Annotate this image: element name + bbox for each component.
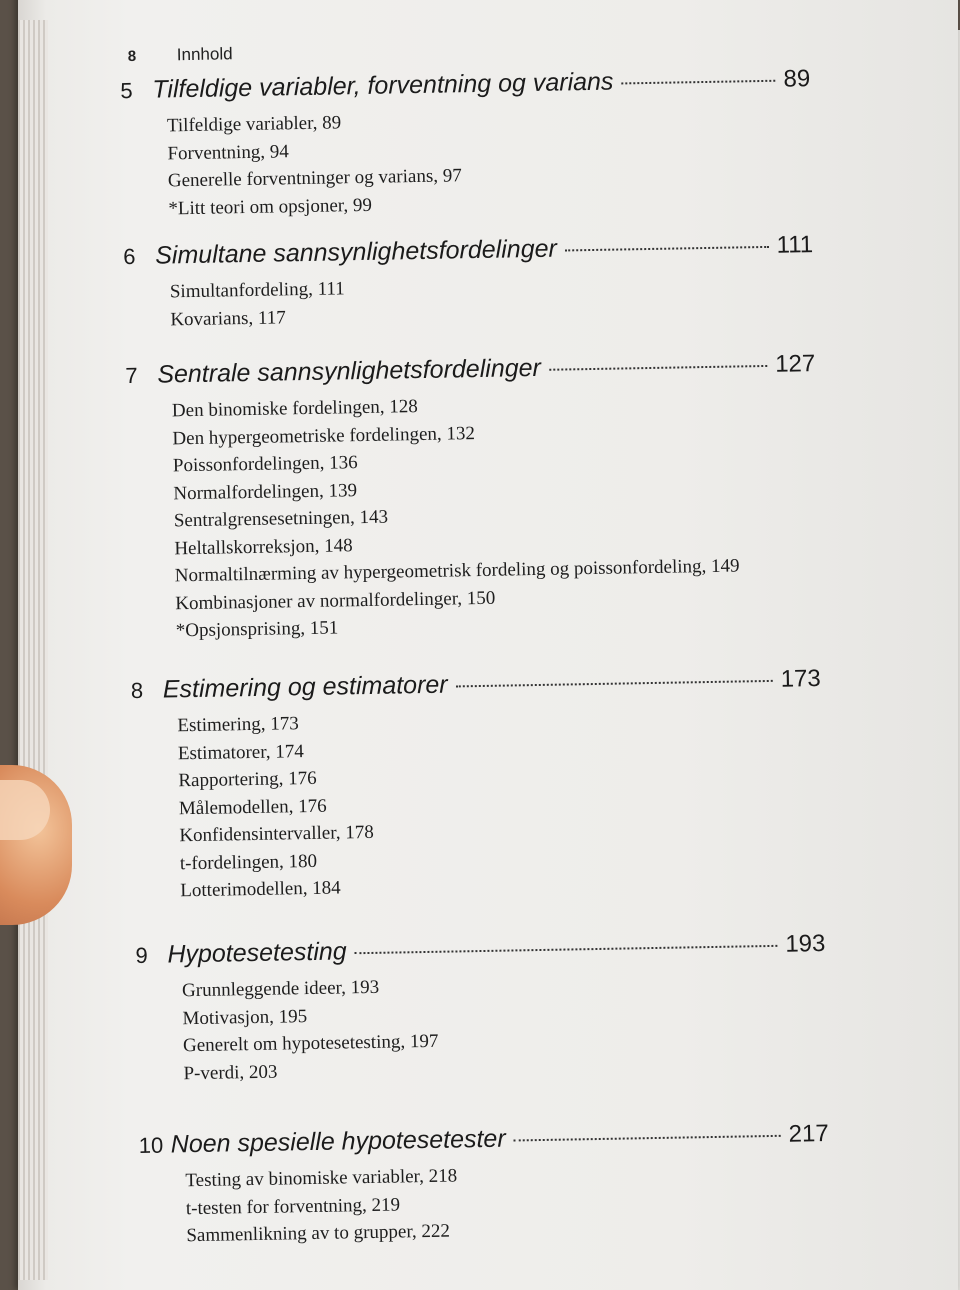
- chapter-7: [0, 347, 955, 642]
- chapter-number: 8: [130, 677, 144, 704]
- section-list: [185, 1165, 458, 1252]
- section-entry: Målemodellen, 176: [178, 795, 327, 819]
- dot-leader: [565, 246, 769, 252]
- chapter-heading: [135, 929, 825, 975]
- chapter-heading: [120, 64, 810, 110]
- chapter-6: [0, 228, 953, 330]
- chapter-title: Tilfeldige variabler, forventning og varians: [152, 67, 614, 104]
- section-list: [182, 976, 439, 1090]
- section-entry: P-verdi, 203: [183, 1061, 278, 1084]
- section-entry: Motivasjon, 195: [182, 1005, 308, 1029]
- dot-leader: [355, 945, 778, 954]
- chapter-number: 5: [120, 77, 133, 104]
- dot-leader: [549, 365, 767, 371]
- section-list: [172, 390, 741, 647]
- section-entry: Normaltilnærming av hypergeometrisk fordeling og poissonfordeling, 149: [174, 555, 740, 587]
- section-entry: Tilfeldige variabler, 89: [166, 112, 342, 137]
- chapter-page: 111: [776, 231, 814, 259]
- section-entry: *Litt teori om opsjoner, 99: [168, 194, 373, 219]
- chapter-number: 10: [138, 1132, 164, 1159]
- section-entry: Poissonfordelingen, 136: [172, 452, 358, 477]
- section-entry: Grunnleggende ideer, 193: [181, 976, 380, 1002]
- section-entry: t-testen for forventning, 219: [185, 1193, 401, 1219]
- section-entry: Rapportering, 176: [178, 767, 317, 792]
- chapter-number: 7: [125, 362, 138, 389]
- dot-leader: [456, 680, 773, 688]
- dot-leader: [621, 80, 775, 85]
- section-entry: Konfidensintervaller, 178: [179, 821, 374, 847]
- section-entry: Kombinasjoner av normalfordelinger, 150: [175, 587, 496, 614]
- section-entry: *Opsjonsprising, 151: [175, 617, 339, 642]
- section-entry: Heltallskorreksjon, 148: [174, 534, 353, 559]
- chapter-title: Estimering og estimatorer: [162, 670, 448, 704]
- running-title: Innhold: [176, 44, 233, 65]
- chapter-title: Noen spesielle hypotesetester: [170, 1124, 506, 1159]
- section-entry: Generelle forventninger og varians, 97: [167, 165, 462, 192]
- chapter-10: [9, 1117, 960, 1247]
- section-entry: Generelt om hypotesetesting, 197: [182, 1030, 439, 1057]
- chapter-9: [5, 927, 960, 1084]
- running-head: [128, 44, 233, 66]
- chapter-page: 127: [774, 350, 816, 378]
- section-entry: t-fordelingen, 180: [179, 850, 318, 874]
- section-entry: Den binomiske fordelingen, 128: [171, 396, 419, 422]
- chapter-page: 217: [788, 1119, 829, 1148]
- section-entry: Sammenlikning av to grupper, 222: [186, 1220, 451, 1247]
- chapter-page: 89: [783, 65, 811, 93]
- section-list: [167, 110, 463, 225]
- section-entry: Estimering, 173: [177, 713, 300, 737]
- section-entry: Simultanfordeling, 111: [169, 278, 345, 303]
- section-entry: Sentralgrensesetningen, 143: [173, 506, 389, 532]
- chapter-title: Hypotesetesting: [167, 937, 347, 969]
- section-list: [177, 712, 375, 908]
- chapter-page: 193: [785, 930, 826, 958]
- page-number: 8: [127, 47, 137, 66]
- section-entry: Normalfordelingen, 139: [173, 479, 358, 504]
- chapter-heading: [123, 230, 813, 276]
- chapter-number: 6: [123, 243, 136, 270]
- chapter-title: Simultane sannsynlighetsfordelinger: [154, 234, 558, 270]
- section-entry: Den hypergeometriske fordelingen, 132: [172, 422, 476, 449]
- chapter-number: 9: [135, 942, 148, 969]
- chapter-heading: [131, 664, 821, 710]
- section-entry: Kovarians, 117: [170, 306, 286, 330]
- section-entry: Estimatorer, 174: [177, 740, 304, 764]
- chapter-title: Sentrale sannsynlighetsfordelinger: [157, 353, 542, 389]
- section-entry: Lotterimodellen, 184: [180, 877, 341, 902]
- dot-leader: [514, 1135, 781, 1142]
- section-entry: Forventning, 94: [167, 140, 290, 164]
- section-entry: Testing av binomiske variabler, 218: [185, 1165, 458, 1192]
- chapter-page: 173: [780, 665, 821, 693]
- chapter-heading: [125, 349, 815, 395]
- chapter-heading: [139, 1119, 829, 1165]
- section-list: [170, 278, 346, 336]
- chapter-8: [1, 662, 960, 902]
